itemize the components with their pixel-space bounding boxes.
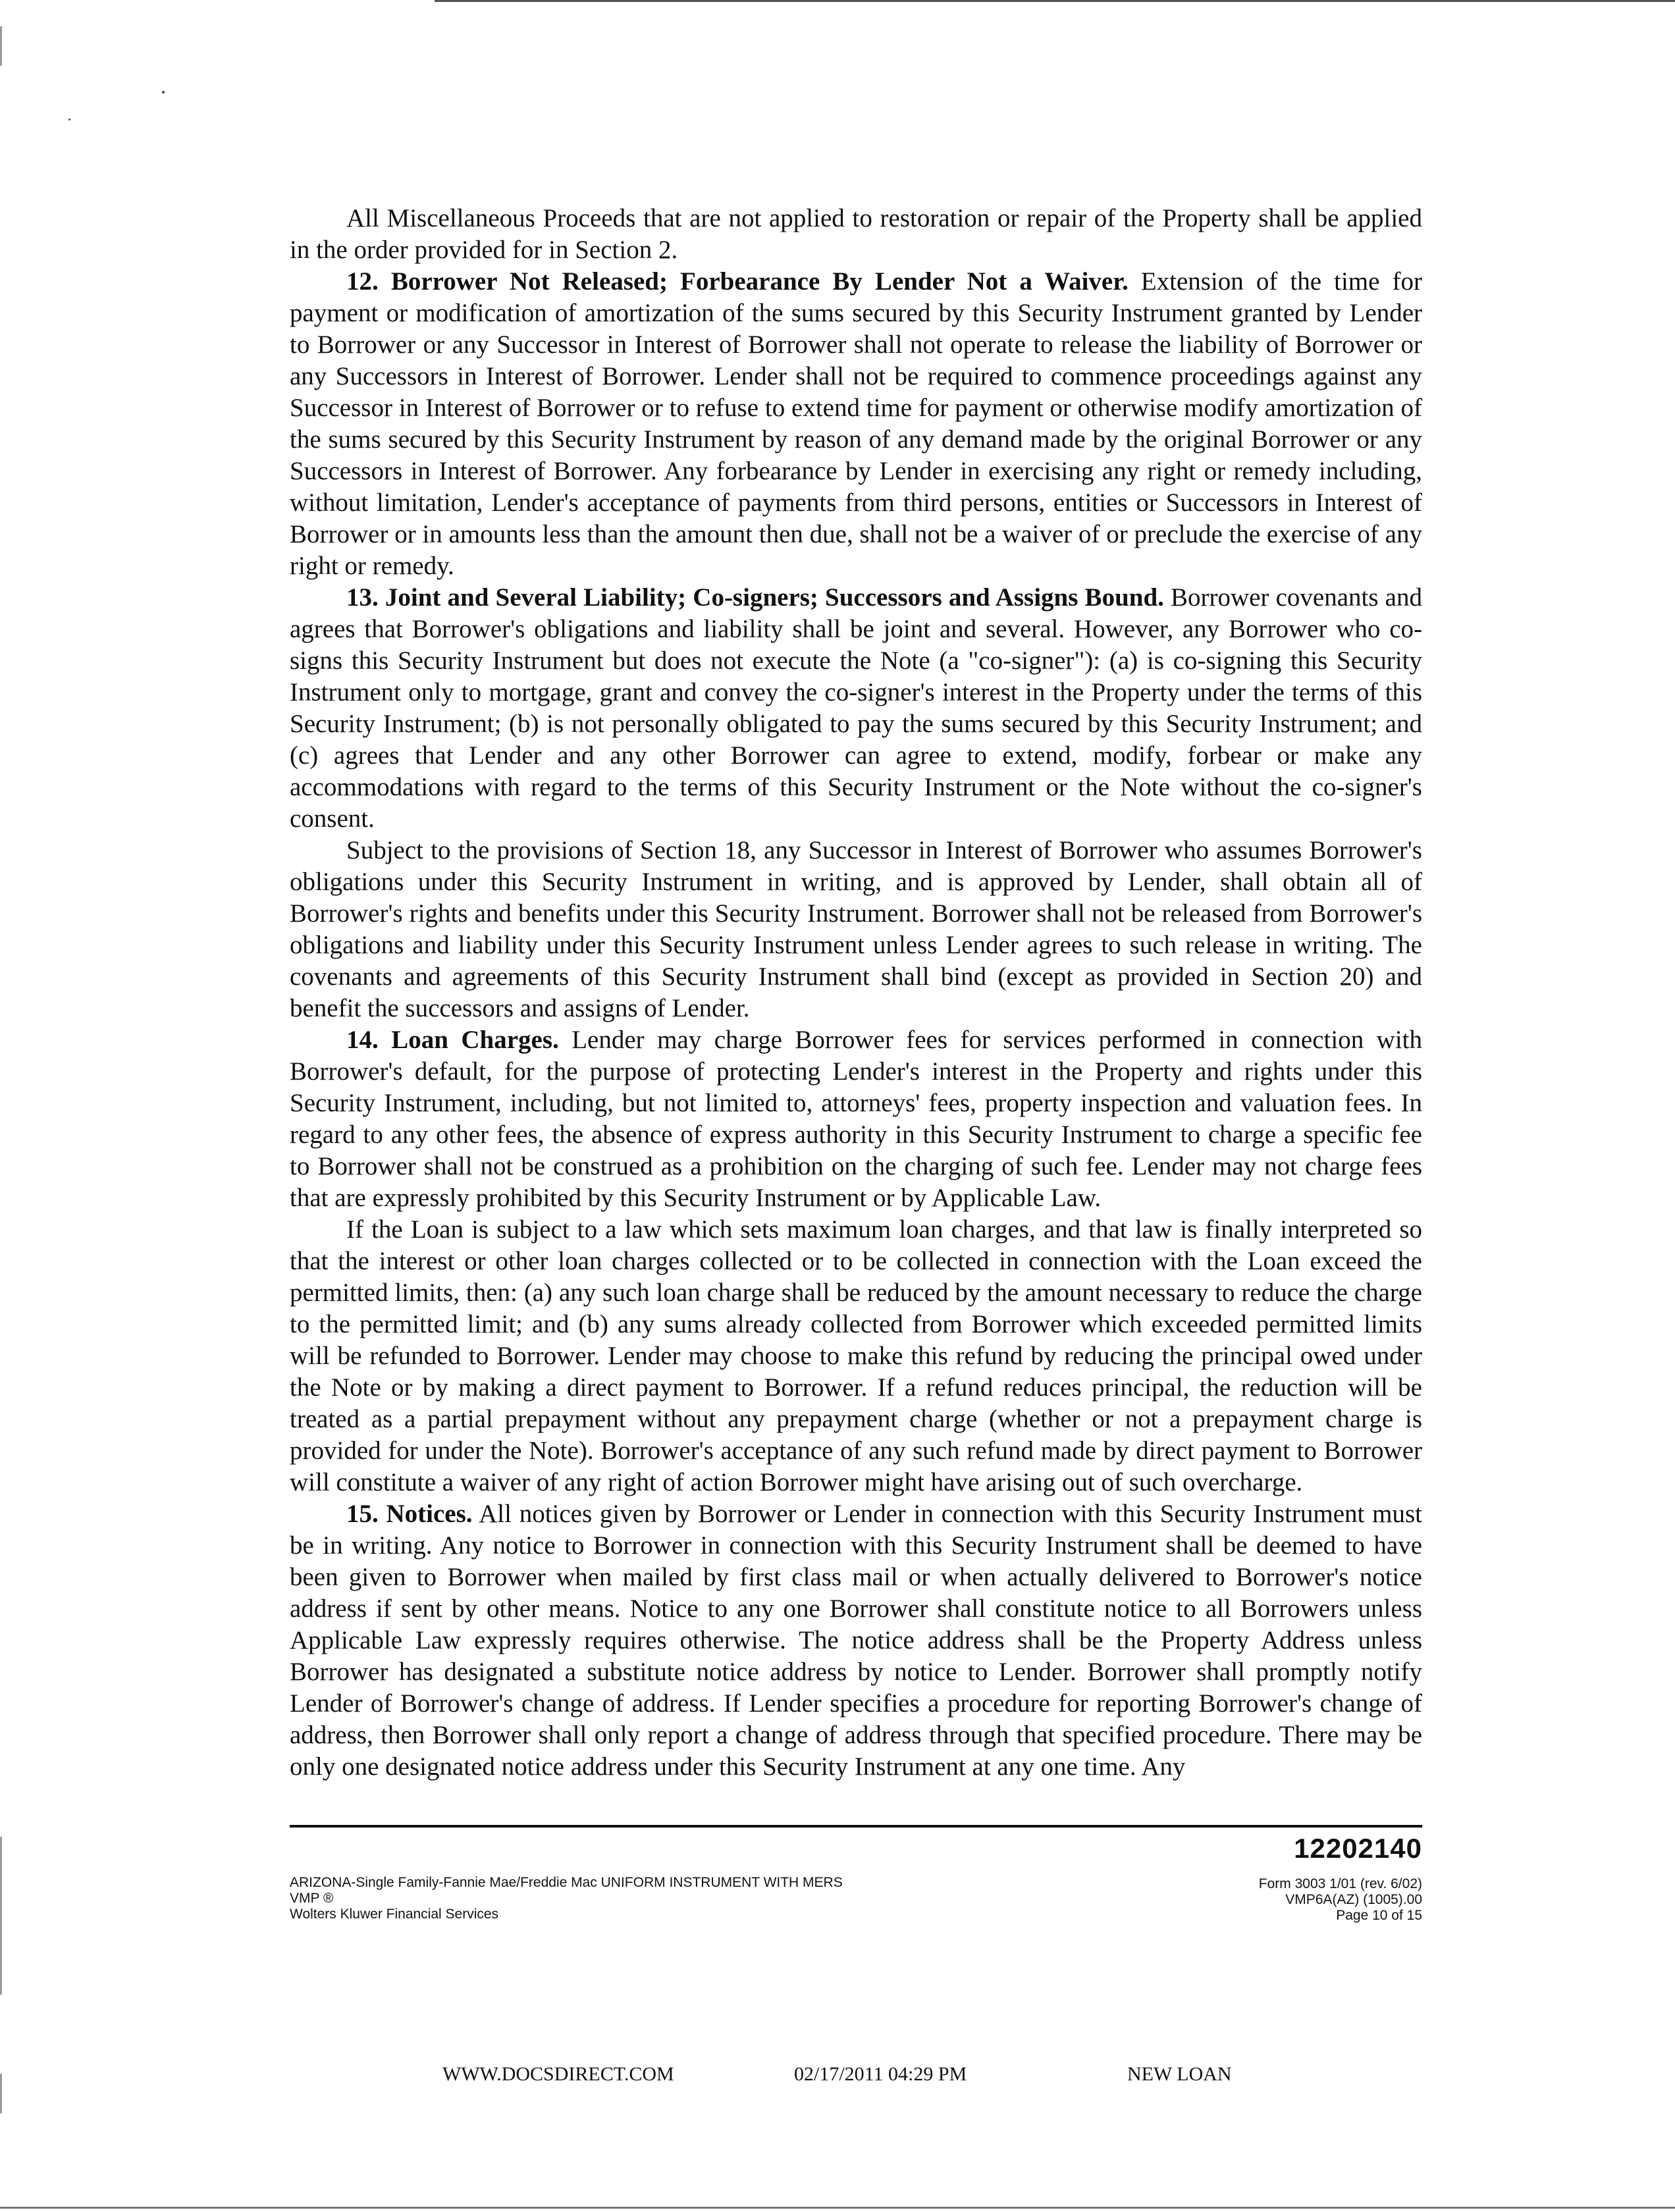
vmp-mark: VMP ®	[290, 1891, 334, 1906]
paragraph-text: All notices given by Borrower or Lender in connection with this Security Instrument must be in writing. Any notice to Borrower in connection with this Security Instrument shall be deemed to have been given to Borrower when mailed by first class mail or when actually delivered to Borrower's notice address if sent by other means. Notice to any one Borrower shall constitute notice to all Borrowers unless Applicable Law expressly requires otherwise. The notice address shall be the Property Address unless Borrower has designated a substitute notice address by notice to Lender. Borrower shall promptly notify Lender of Borrower's change of address. If Lender specifies a procedure for reporting Borrower's change of address, then Borrower shall only report a change of address through that specified procedure. There may be only one designated notice address under this Security Instrument at any one time. Any	[290, 1500, 1422, 1781]
scan-bottom-edge-line	[0, 2207, 1675, 2209]
footer-status: NEW LOAN	[1127, 2063, 1232, 2085]
footer-form-info	[290, 1875, 843, 1922]
paragraph-successors	[290, 835, 1422, 1024]
scan-left-edge-mark	[0, 26, 2, 66]
section-heading: 14. Loan Charges.	[346, 1026, 559, 1054]
section-heading: 12. Borrower Not Released; Forbearance By Lender Not a Waiver.	[346, 267, 1129, 296]
footer-website: WWW.DOCSDIRECT.COM	[442, 2063, 674, 2085]
scan-left-edge-mark	[0, 1837, 2, 1995]
page-number: Page 10 of 15	[1336, 1908, 1422, 1923]
footer-timestamp: 02/17/2011 04:29 PM	[794, 2063, 967, 2085]
paragraph-text: Borrower covenants and agrees that Borrower's obligations and liability shall be joint and several. However, any Borrower who co-signs this Security Instrument but does not execute the Note (a "co-signer"): (a) is co-signing this Security Instrument only to mortgage, grant and convey the co-signer's interest in the Property under the terms of this Security Instrument; (b) is not personally obligated to pay the sums secured by this Security Instrument; and (c) agrees that Lender and any other Borrower can agree to extend, modify, forbear or make any accommodations with regard to the terms of this Security Instrument or the Note without the co-signer's consent.	[290, 583, 1422, 833]
publisher-name: Wolters Kluwer Financial Services	[290, 1907, 499, 1922]
scan-speck	[162, 91, 165, 93]
paragraph-misc-proceeds	[290, 203, 1422, 266]
paragraph-section-13	[290, 582, 1422, 835]
paragraph-section-12	[290, 266, 1422, 582]
loan-number: 12202140	[1294, 1833, 1422, 1864]
document-body	[290, 203, 1422, 1783]
section-heading: 15. Notices.	[346, 1500, 473, 1528]
scan-speck	[68, 118, 70, 120]
paragraph-text: Subject to the provisions of Section 18, any Successor in Interest of Borrower who assumes Borrower's obligations under this Security Instrument in writing, and is approved by Lender, shall obtain all of Borrower's rights and benefits under this Security Instrument. Borrower shall not be released from Borrower's obligations and liability under this Security Instrument unless Lender agrees to such release in writing. The covenants and agreements of this Security Instrument shall bind (except as provided in Section 20) and benefit the successors and assigns of Lender.	[290, 836, 1422, 1022]
scan-top-edge-line	[435, 0, 1675, 2]
footer-rule	[290, 1825, 1422, 1828]
scan-left-edge-mark	[0, 2074, 2, 2113]
paragraph-section-15	[290, 1498, 1422, 1783]
form-number: Form 3003 1/01 (rev. 6/02)	[1258, 1876, 1422, 1891]
paragraph-text: All Miscellaneous Proceeds that are not applied to restoration or repair of the Property shall be applied in the order provided for in Section 2.	[290, 204, 1422, 264]
footer-form-ids	[1259, 1876, 1422, 1924]
section-heading: 13. Joint and Several Liability; Co-signers; Successors and Assigns Bound.	[346, 583, 1164, 612]
form-title: ARIZONA-Single Family-Fannie Mae/Freddie Mac UNIFORM INSTRUMENT WITH MERS	[290, 1875, 843, 1890]
paragraph-section-14	[290, 1024, 1422, 1214]
form-code: VMP6A(AZ) (1005).00	[1285, 1892, 1422, 1907]
paragraph-text: If the Loan is subject to a law which sets maximum loan charges, and that law is finally interpreted so that the interest or other loan charges collected or to be collected in connection with the Loan exceed the permitted limits, then: (a) any such loan charge shall be reduced by the amount necessary to reduce the charge to the permitted limit; and (b) any sums already collected from Borrower which exceeded permitted limits will be refunded to Borrower. Lender may choose to make this refund by reducing the principal owed under the Note or by making a direct payment to Borrower. If a refund reduces principal, the reduction will be treated as a partial prepayment without any prepayment charge (whether or not a prepayment charge is provided for under the Note). Borrower's acceptance of any such refund made by direct payment to Borrower will constitute a waiver of any right of action Borrower might have arising out of such overcharge.	[290, 1215, 1422, 1496]
paragraph-loan-charge-limits	[290, 1214, 1422, 1498]
paragraph-text: Extension of the time for payment or modification of amortization of the sums secured by this Security Instrument granted by Lender to Borrower or any Successor in Interest of Borrower shall not operate to release the liability of Borrower or any Successors in Interest of Borrower. Lender shall not be required to commence proceedings against any Successor in Interest of Borrower or to refuse to extend time for payment or otherwise modify amortization of the sums secured by this Security Instrument by reason of any demand made by the original Borrower or any Successors in Interest of Borrower. Any forbearance by Lender in exercising any right or remedy including, without limitation, Lender's acceptance of payments from third persons, entities or Successors in Interest of Borrower or in amounts less than the amount then due, shall not be a waiver of or preclude the exercise of any right or remedy.	[290, 267, 1422, 580]
paragraph-text: Lender may charge Borrower fees for services performed in connection with Borrower's default, for the purpose of protecting Lender's interest in the Property and rights under this Security Instrument, including, but not limited to, attorneys' fees, property inspection and valuation fees. In regard to any other fees, the absence of express authority in this Security Instrument to charge a specific fee to Borrower shall not be construed as a prohibition on the charging of such fee. Lender may not charge fees that are expressly prohibited by this Security Instrument or by Applicable Law.	[290, 1026, 1423, 1212]
